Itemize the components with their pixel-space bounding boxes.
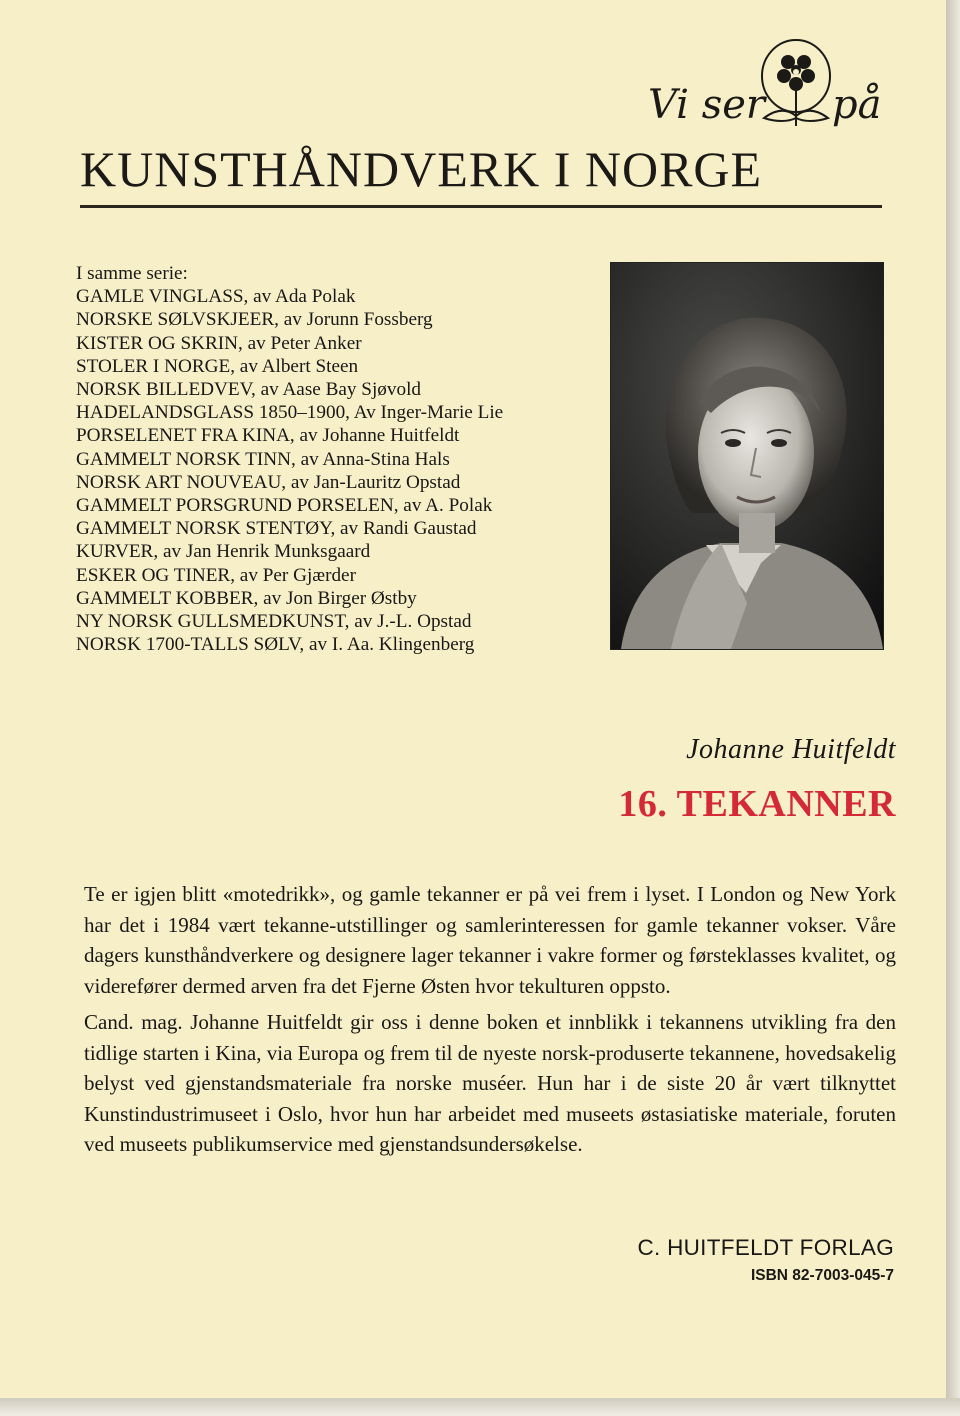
title-divider xyxy=(80,205,882,208)
publisher-name: C. HUITFELDT FORLAG xyxy=(637,1235,894,1260)
isbn: ISBN 82-7003-045-7 xyxy=(750,1267,894,1284)
flower-emblem-icon xyxy=(758,38,834,134)
series-list xyxy=(76,262,616,656)
logo-vi-ser-text: Vi ser xyxy=(648,82,766,128)
list-item: STOLER I NORGE, av Albert Steen xyxy=(76,355,359,377)
description-paragraph-2: Cand. mag. Johanne Huitfeldt gir oss i denne boken et innblikk i tekannens utvikling fra den tidlige starten i Kina, via Europa og frem til de nyeste norsk-produserte tekannene, hovedsakelig belyst ved gjenstandsmateriale fra norske muséer. Hun har i de siste 20 år vært tilknyttet Kunstindustrimuseet i Oslo, hvor hun har arbeidet med museets østasiatiske materiale, foruten ved museets publikumservice med gjenstandsundersøkelse. xyxy=(84,1010,896,1156)
list-item: PORSELENET FRA KINA, av Johanne Huitfeldt xyxy=(76,425,460,447)
cover-edge-shadow xyxy=(946,0,960,1416)
cover-bottom-shadow xyxy=(0,1398,960,1416)
author-name: Johanne Huitfeldt xyxy=(686,734,896,765)
list-item: GAMMELT PORSGRUND PORSELEN, av A. Polak xyxy=(76,495,493,517)
description xyxy=(84,879,896,1166)
list-item: NORSK ART NOUVEAU, av Jan-Lauritz Opstad xyxy=(76,471,461,493)
description-paragraph-1: Te er igjen blitt «motedrikk», og gamle tekanner er på vei frem i lyset. I London og New York har det i 1984 vært tekanne-utstillinger og samlerinteressen for gamle tekanner vokser. Våre dagers kunsthåndverkere og designere lager tekanner i vakre former og førsteklasses kvalitet, og viderefører dermed arven fra det Fjerne Østen hvor tekulturen oppsto. xyxy=(84,882,896,998)
list-item: GAMMELT NORSK TINN, av Anna-Stina Hals xyxy=(76,448,450,470)
portrait-image xyxy=(611,263,883,649)
list-item: GAMMELT KOBBER, av Jon Birger Østby xyxy=(76,587,417,609)
series-logo xyxy=(648,38,888,138)
book-title: 16. TEKANNER xyxy=(618,783,896,825)
list-item: NY NORSK GULLSMEDKUNST, av J.-L. Opstad xyxy=(76,611,472,633)
list-item: KISTER OG SKRIN, av Peter Anker xyxy=(76,332,362,354)
list-item: GAMLE VINGLASS, av Ada Polak xyxy=(76,286,356,308)
list-item: NORSKE SØLVSKJEER, av Jorunn Fossberg xyxy=(76,309,433,331)
series-title: KUNSTHÅNDVERK I NORGE xyxy=(80,141,763,197)
list-item: ESKER OG TINER, av Per Gjærder xyxy=(76,564,356,586)
list-item: NORSK 1700-TALLS SØLV, av I. Aa. Klingenberg xyxy=(76,634,475,656)
series-heading: I samme serie: xyxy=(76,263,188,284)
author-portrait xyxy=(610,262,884,650)
list-item: HADELANDSGLASS 1850–1900, Av Inger-Marie Lie xyxy=(76,402,504,424)
list-item: GAMMELT NORSK STENTØY, av Randi Gaustad xyxy=(76,518,477,540)
logo-pa-text: på xyxy=(832,82,882,128)
list-item: NORSK BILLEDVEV, av Aase Bay Sjøvold xyxy=(76,379,422,401)
list-item: KURVER, av Jan Henrik Munksgaard xyxy=(76,541,371,563)
